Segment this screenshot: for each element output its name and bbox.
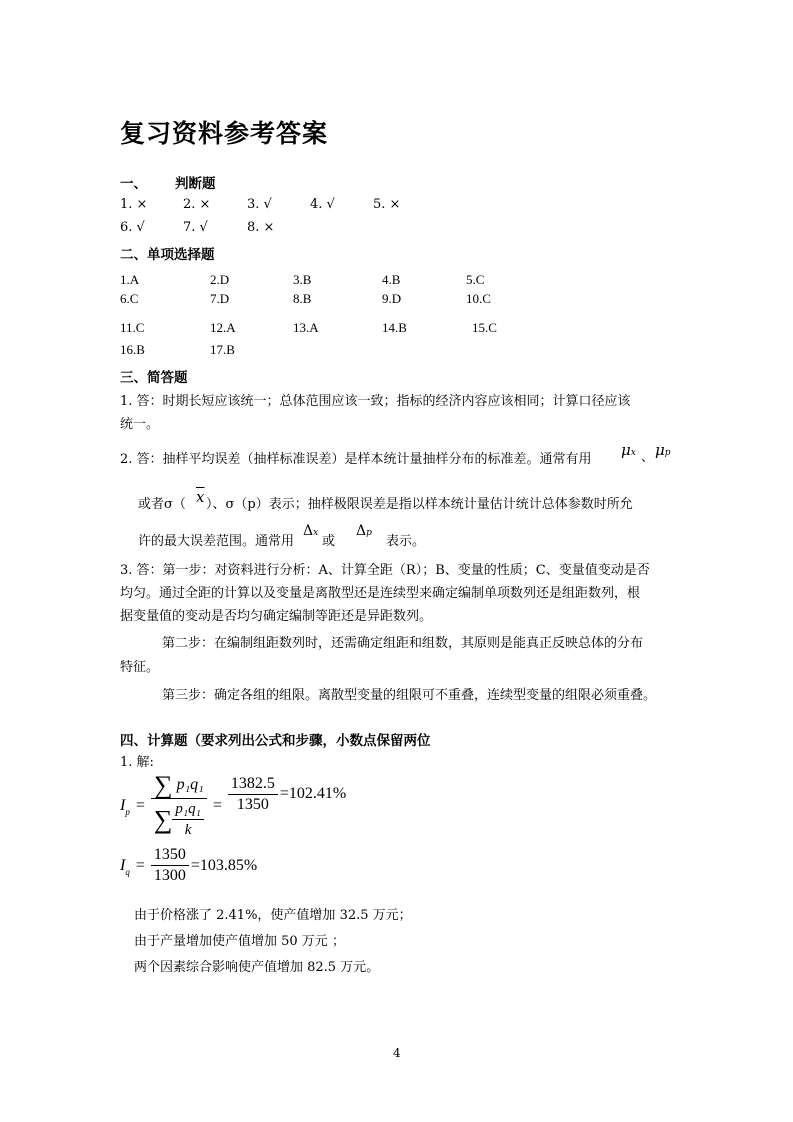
formula-eq: = [135, 856, 145, 874]
judge-answer-8: 8. × [247, 220, 275, 235]
mu-p-symbol: μp [655, 441, 671, 459]
numerator-value: 1382.5 [228, 774, 278, 795]
choice-answer: 16.B [120, 342, 145, 357]
answer-q3-line6: 第三步：确定各组的组限。离散型变量的组限可不重叠，连续型变量的组限必须重叠。 [162, 688, 657, 703]
mu-separator: 、 [641, 450, 655, 465]
conclusion-line-2: 由于产量增加使产值增加 50 万元 ； [134, 934, 345, 949]
choice-answer: 11.C [120, 320, 145, 335]
quantity-index-formula [120, 845, 257, 886]
choice-answer: 8.B [293, 291, 312, 306]
delta-or: 或 [322, 534, 336, 549]
choice-answer: 3.B [293, 272, 312, 287]
numerator-expr: p₁q₁ [176, 776, 204, 793]
page-number: 4 [393, 1046, 401, 1060]
judge-answer-5: 5. × [373, 197, 401, 212]
conclusion-line-1: 由于价格涨了 2.41%，使产值增加 32.5 万元； [134, 908, 412, 923]
answer-q3-line2: 均匀。通过全距的计算以及变量是离散型还是连续型来确定编制单项数列还是组距数列，根 [120, 586, 641, 601]
sum-symbol: ∑ [154, 770, 173, 800]
judge-answer-7: 7. √ [183, 220, 208, 235]
formula-fraction-main [151, 772, 207, 840]
answer-q3-line4: 第二步：在编制组距数列时，还需确定组距和组数，其原则是能真正反映总体的分布 [162, 636, 644, 651]
formula-result: =103.85% [190, 856, 258, 874]
section2-heading: 二、单项选择题 [120, 247, 215, 263]
choice-answer: 6.C [120, 291, 139, 306]
formula-fraction-values [151, 845, 189, 886]
answer-q2-line3-pre: 许的最大误差范围。通常用 [138, 534, 295, 549]
choice-answer: 4.B [382, 272, 401, 287]
numerator-value: 1350 [151, 845, 189, 866]
formula-lhs: I [120, 856, 126, 874]
sum-symbol: ∑ [153, 804, 173, 834]
choice-answer: 2.D [210, 272, 230, 287]
answer-q1-line1: 1. 答：时期长短应该统一；总体范围应该一致；指标的经济内容应该相同；计算口径应该 [120, 394, 631, 409]
judge-answer-1: 1. × [120, 197, 148, 212]
choice-answer: 12.A [210, 320, 236, 335]
choice-answer: 5.C [466, 272, 485, 287]
denominator-expr: p₁q₁ [172, 799, 203, 820]
section1-heading-num: 一、 [120, 176, 147, 192]
answer-q1-line2: 统一。 [120, 417, 160, 432]
answer-q3-line1: 3. 答：第一步：对资料进行分析：A、计算全距（R）；B、变量的性质；C、变量值变动是否 [120, 563, 650, 578]
answer-q2-line3-post: 表示。 [386, 534, 426, 549]
denominator-value: 1350 [236, 795, 269, 813]
answer-q3-line3: 据变量值的变动是否均匀确定编制等距还是异距数列。 [120, 609, 433, 624]
judge-answer-4: 4. √ [310, 197, 335, 212]
x-bar-symbol: $\overline{x}$ [196, 488, 205, 506]
formula-lhs-sub: p [125, 807, 130, 817]
choice-answer: 10.C [466, 291, 491, 306]
delta-x-symbol: Δx [303, 523, 319, 539]
choice-answer: 15.C [472, 320, 497, 335]
solution-label: 1. 解: [120, 755, 154, 770]
delta-p-symbol: Δp [356, 523, 372, 539]
choice-answer: 1.A [120, 272, 140, 287]
denominator-value: 1300 [153, 867, 186, 884]
price-index-formula [120, 772, 346, 840]
judge-answer-6: 6. √ [120, 220, 145, 235]
section1-heading-text: 判断题 [175, 176, 216, 192]
section3-heading: 三、简答题 [120, 370, 188, 386]
conclusion-line-3: 两个因素综合影响使产值增加 82.5 万元。 [134, 960, 380, 975]
judge-answer-3: 3. √ [247, 197, 272, 212]
judge-answer-2: 2. × [183, 197, 211, 212]
page-title: 复习资料参考答案 [120, 119, 329, 148]
choice-answer: 17.B [210, 342, 235, 357]
choice-answer: 13.A [293, 320, 319, 335]
section4-heading: 四、计算题（要求列出公式和步骤，小数点保留两位 [120, 733, 431, 749]
formula-eq: = [212, 797, 222, 814]
choice-answer: 14.B [382, 320, 407, 335]
answer-q2-line2-post: ）、σ（p）表示；抽样极限误差是指以样本统计量估计统计总体参数时所允 [206, 497, 633, 512]
answer-q2-line1: 2. 答：抽样平均误差（抽样标准误差）是样本统计量抽样分布的标准差。通常有用 [120, 452, 592, 467]
formula-eq: = [135, 797, 145, 814]
mu-x-symbol: μx [621, 441, 636, 459]
answer-q2-line2-pre: 或者σ（ [138, 497, 186, 512]
formula-lhs-sub: q [125, 866, 130, 877]
answer-q3-line5: 特征。 [120, 660, 160, 675]
choice-answer: 9.D [382, 291, 402, 306]
choice-answer: 7.D [210, 291, 230, 306]
formula-fraction-values [228, 774, 278, 815]
denominator-k: k [184, 822, 192, 838]
formula-result: =102.41% [279, 785, 347, 802]
formula-lhs: I [120, 797, 126, 814]
